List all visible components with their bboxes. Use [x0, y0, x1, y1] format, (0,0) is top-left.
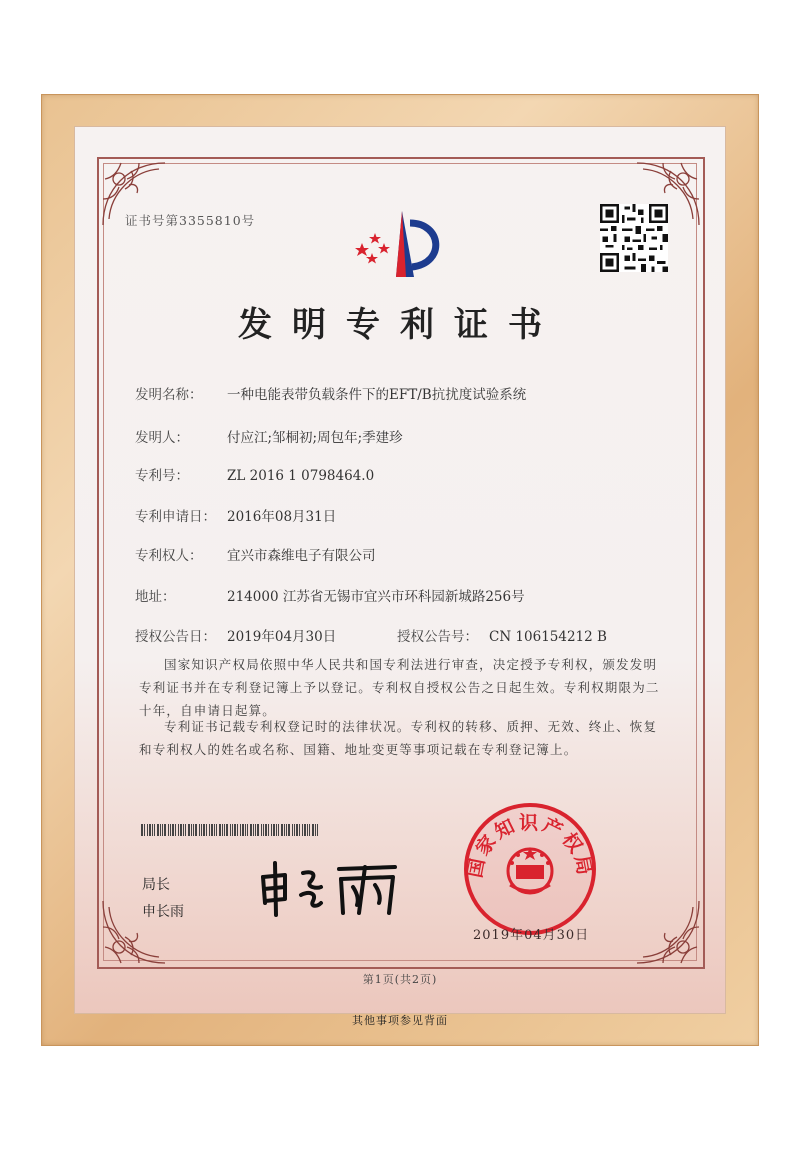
- certificate-number: 证书号第3355810号: [125, 213, 256, 228]
- corner-ornament-icon: [633, 897, 703, 967]
- grant-date-row: [135, 625, 336, 645]
- qr-code-icon: [600, 204, 668, 272]
- filing-date-row: [135, 505, 336, 525]
- body-paragraph: 专利证书记载专利权登记时的法律状况。专利权的转移、质押、无效、终止、恢复和专利权人的姓名或名称、国籍、地址变更等事项记载在专利登记簿上。: [139, 719, 658, 757]
- filing-date-label: 专利申请日：: [135, 509, 216, 525]
- grant-date-label: 授权公告日：: [135, 629, 216, 645]
- director-name: 申长雨: [142, 904, 184, 920]
- patentee: 宜兴市森维电子有限公司: [227, 548, 376, 564]
- inventor-row: [135, 426, 403, 446]
- footer-note: 其他事项参见背面: [352, 1014, 448, 1027]
- grant-date: 2019年04月30日: [227, 629, 337, 645]
- inventor-label: 发明人：: [135, 430, 189, 446]
- invention-name: 一种电能表带负载条件下的EFT/B抗扰度试验系统: [227, 387, 527, 403]
- grant-number: CN 106154212 B: [489, 629, 607, 645]
- grant-number-row: [397, 625, 607, 645]
- official-seal-icon: [460, 799, 600, 939]
- patent-number: ZL 2016 1 0798464.0: [227, 468, 375, 484]
- invention-name-row: [135, 383, 526, 403]
- page-number: 第1页(共2页): [362, 973, 438, 986]
- patent-number-row: [135, 464, 374, 484]
- patentee-row: [135, 544, 376, 564]
- patent-office-logo-icon: [350, 205, 460, 285]
- address: 214000 江苏省无锡市宜兴市环科园新城路256号: [227, 589, 525, 605]
- seal-text: 国家知识产权局: [464, 812, 596, 880]
- barcode-icon: [141, 824, 319, 836]
- patent-number-label: 专利号：: [135, 468, 189, 484]
- patentee-label: 专利权人：: [135, 548, 203, 564]
- certificate-title: 发明专利证书: [238, 305, 562, 345]
- inventor: 付应江;邹桐初;周包年;季建珍: [227, 430, 403, 446]
- director-title: 局长: [142, 877, 170, 893]
- filing-date: 2016年08月31日: [227, 509, 337, 525]
- grant-number-label: 授权公告号：: [397, 629, 478, 645]
- address-label: 地址：: [135, 589, 176, 605]
- seal-date: 2019年04月30日: [473, 928, 590, 943]
- director-signature: [255, 855, 405, 919]
- body-paragraph: 国家知识产权局依照中华人民共和国专利法进行审查，决定授予专利权，颁发发明专利证书并在专利登记簿上予以登记。专利权自授权公告之日起生效。专利权期限为二十年，自申请日起算。: [139, 657, 660, 718]
- address-row: [135, 585, 525, 605]
- invention-name-label: 发明名称：: [135, 387, 203, 403]
- certificate-paper: [75, 127, 725, 1013]
